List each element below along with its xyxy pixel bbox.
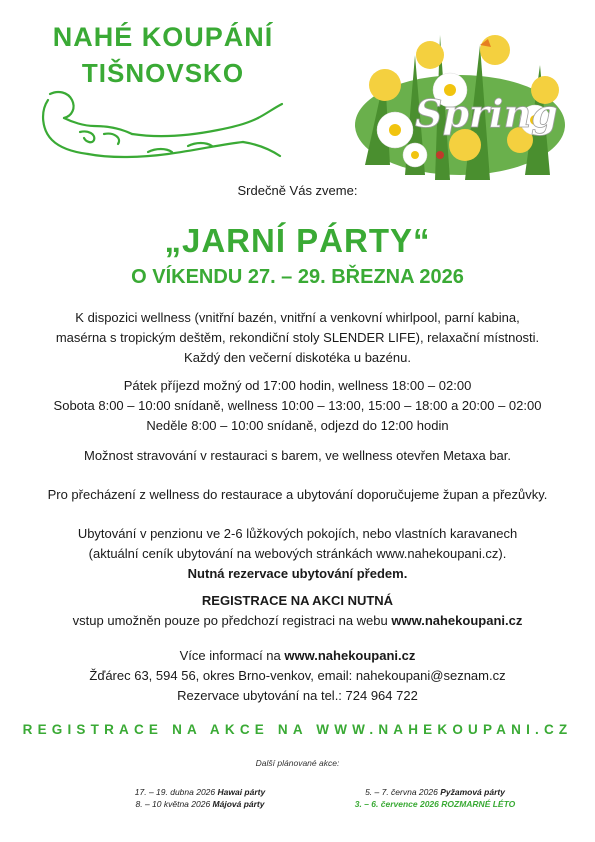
logo-subtitle: TIŠNOVSKO <box>81 58 245 88</box>
wellness-description <box>0 308 595 368</box>
description-line: masérna s tropickým deštěm, rekondiční stoly SLENDER LIFE), relaxační místnosti. <box>55 330 540 345</box>
event-name: ROZMARNÉ LÉTO <box>441 799 516 809</box>
address-line: Žďárec 63, 594 56, okres Brno-venkov, email: nahekoupani@seznam.cz <box>89 668 506 683</box>
reservation-note: Nutná rezervace ubytování předem. <box>187 566 408 581</box>
event-name: Májová párty <box>212 799 265 809</box>
schedule-line: Pátek příjezd možný od 17:00 hodin, wellness 18:00 – 02:00 <box>123 378 472 393</box>
more-info-link[interactable]: www.nahekoupani.cz <box>284 648 416 663</box>
logo-title: NAHÉ KOUPÁNÍ <box>52 22 274 52</box>
mermaid-icon <box>28 82 298 182</box>
description-line: Každý den večerní diskotéka u bazénu. <box>184 350 411 365</box>
events-list-left <box>100 786 300 810</box>
event-item <box>100 798 300 810</box>
contact-info <box>0 646 595 706</box>
event-name: Hawai párty <box>217 787 266 797</box>
registration-info <box>0 591 595 631</box>
spring-word: Spring <box>415 91 558 136</box>
event-item <box>100 786 300 798</box>
event-date: 5. – 7. června 2026 <box>365 787 441 797</box>
registration-heading: REGISTRACE NA AKCI NUTNÁ <box>201 593 394 608</box>
events-list-right <box>330 786 540 810</box>
registration-text: vstup umožněn pouze po předchozí registraci na webu <box>72 613 392 628</box>
accommodation-line: (aktuální ceník ubytování na webových stránkách www.nahekoupani.cz). <box>88 546 507 561</box>
description-line: K dispozici wellness (vnitřní bazén, vnitřní a venkovní whirlpool, parní kabina, <box>75 310 520 325</box>
event-date: 17. – 19. dubna 2026 <box>134 787 218 797</box>
invite-text: Srdečně Vás zveme: <box>237 183 358 198</box>
registration-link[interactable]: www.nahekoupani.cz <box>391 613 523 628</box>
schedule-line: Neděle 8:00 – 10:00 snídaně, odjezd do 12:00 hodin <box>146 418 449 433</box>
registration-banner[interactable]: REGISTRACE NA AKCE NA WWW.NAHEKOUPANI.CZ <box>22 722 573 737</box>
more-info-line <box>0 646 595 666</box>
registration-line <box>0 611 595 631</box>
next-events-heading: Další plánované akce: <box>255 758 340 768</box>
event-item-highlight <box>330 798 540 810</box>
dining-info: Možnost stravování v restauraci s barem, ve wellness otevřen Metaxa bar. <box>83 448 512 463</box>
event-dates: O VÍKENDU 27. – 29. BŘEZNA 2026 <box>131 266 464 288</box>
more-info-text: Více informací na <box>179 648 285 663</box>
schedule <box>0 376 595 436</box>
phone-line: Rezervace ubytování na tel.: 724 964 722 <box>177 688 418 703</box>
accommodation-line: Ubytování v penzionu ve 2-6 lůžkových pokojích, nebo vlastních karavanech <box>77 526 518 541</box>
flowers-icon <box>345 15 575 180</box>
event-name: Pyžamová párty <box>440 787 505 797</box>
robe-info: Pro přecházení z wellness do restaurace a ubytování doporučujeme župan a přezůvky. <box>47 487 548 502</box>
event-item <box>330 786 540 798</box>
event-date: 3. – 6. července 2026 <box>354 799 442 809</box>
event-date: 8. – 10 května 2026 <box>135 799 213 809</box>
event-title: „JARNÍ PÁRTY“ <box>164 222 431 259</box>
accommodation-info <box>0 524 595 584</box>
schedule-line: Sobota 8:00 – 10:00 snídaně, wellness 10:00 – 13:00, 15:00 – 18:00 a 20:00 – 02:00 <box>53 398 542 413</box>
logo <box>28 22 298 182</box>
